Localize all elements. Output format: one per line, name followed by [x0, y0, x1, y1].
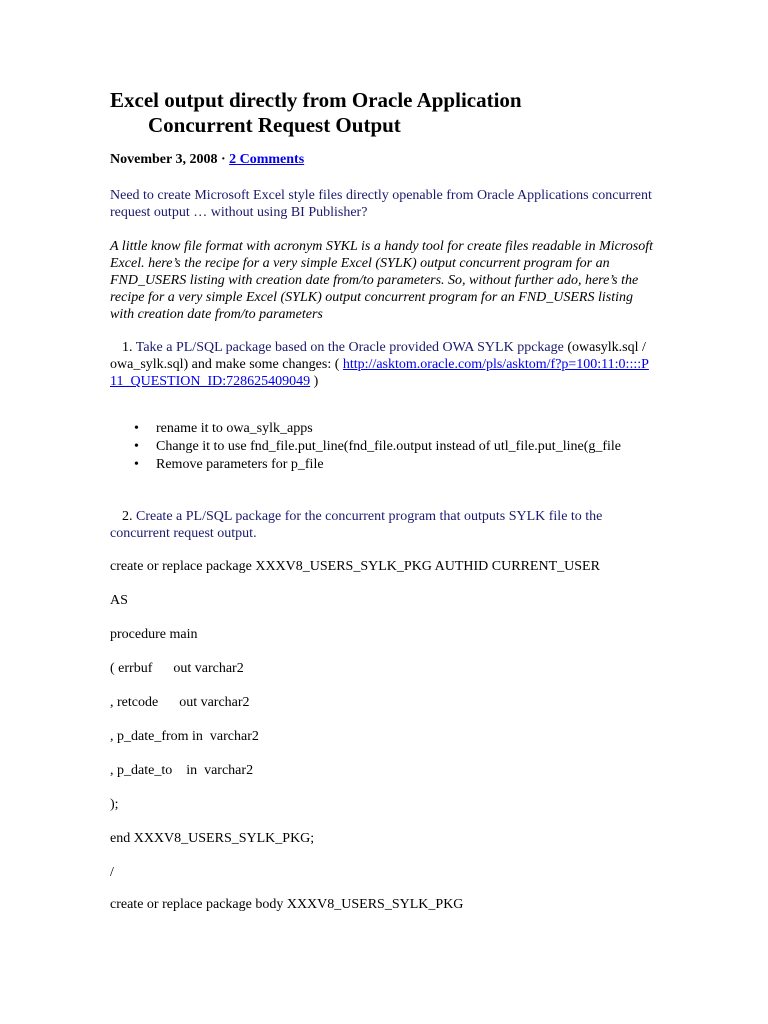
code-line: create or replace package XXXV8_USERS_SYLK_PKG AUTHID CURRENT_USER: [110, 559, 600, 574]
italic-paragraph: A little know file format with acronym SYKL is a handy tool for create files readable in Microsoft Excel. here’s the recipe for a very simple Excel (SYLK) output concurrent program for an FND_USERS listing with creation date from/to parameters. So, without further ado, here’s the recipe for a very simple Excel (SYLK) output concurrent program for an FND_USERS listing with creation date from/to parameters: [110, 239, 653, 322]
step-1: [110, 339, 655, 390]
step-1-close: ): [310, 374, 319, 389]
code-line: , p_date_to in varchar2: [110, 763, 254, 778]
code-line: AS: [110, 593, 128, 608]
list-item: • Change it to use fnd_file.put_line(fnd_file.output instead of utl_file.put_line(g_file: [156, 438, 656, 455]
step-1-text: (owasylk.sql / owa_sylk.sql) and make some changes: (: [110, 340, 646, 372]
comments-link[interactable]: 2 Comments: [229, 152, 305, 167]
list-item: • Remove parameters for p_file: [156, 456, 656, 473]
code-line: , p_date_from in varchar2: [110, 729, 259, 744]
asktom-link[interactable]: http://asktom.oracle.com/pls/asktom/f?p=100:11:0::::P11_QUESTION_ID:728625409049: [110, 357, 649, 389]
step-2-text: Create a PL/SQL package for the concurrent program that outputs SYLK file to the concurrent request output.: [110, 509, 603, 541]
change-list: [110, 420, 656, 474]
code-line: );: [110, 797, 119, 812]
title-line-1: Excel output directly from Oracle Application: [110, 88, 522, 112]
step-2: [110, 508, 655, 542]
step-1-title: Take a PL/SQL package based on the Oracle provided OWA SYLK ppckage: [135, 340, 564, 355]
list-item: • rename it to owa_sylk_apps: [156, 420, 656, 437]
step-1-number: 1.: [122, 340, 133, 355]
code-line: ( errbuf out varchar2: [110, 661, 244, 676]
code-line: , retcode out varchar2: [110, 695, 250, 710]
post-date: November 3, 2008 ·: [110, 152, 230, 167]
intro-paragraph: Need to create Microsoft Excel style files directly openable from Oracle Applications concurrent request output … without using BI Publisher?: [110, 188, 652, 220]
code-line: create or replace package body XXXV8_USERS_SYLK_PKG: [110, 897, 464, 912]
step-2-number: 2.: [122, 509, 133, 524]
page-title: [110, 88, 650, 138]
post-meta: [110, 152, 304, 168]
code-line: procedure main: [110, 627, 198, 642]
code-line: /: [110, 865, 114, 880]
title-line-2: Concurrent Request Output: [148, 113, 401, 137]
code-line: end XXXV8_USERS_SYLK_PKG;: [110, 831, 315, 846]
